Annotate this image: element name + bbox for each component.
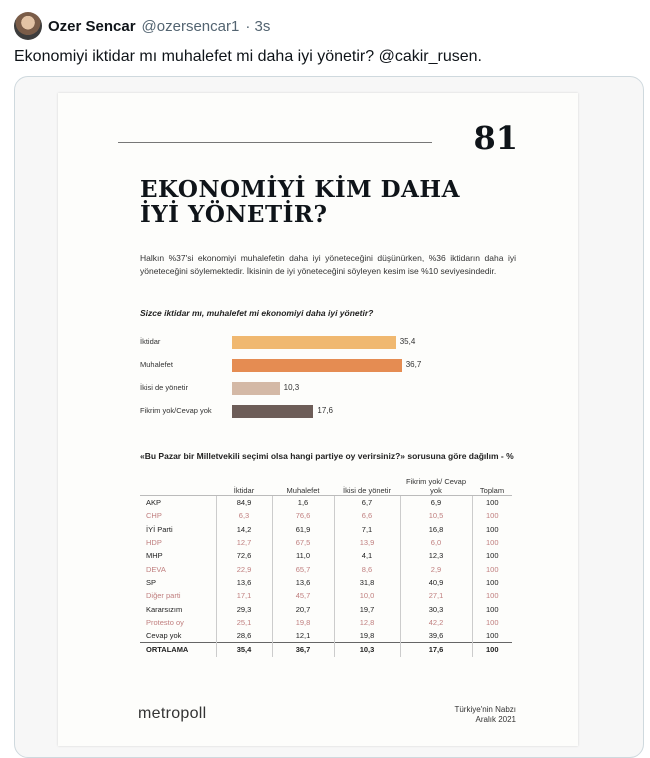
table-header-cell: Muhalefet	[272, 473, 334, 496]
source-line-2: Aralık 2021	[475, 715, 516, 724]
table-header-cell	[140, 473, 216, 496]
table-cell: 39,6	[400, 629, 472, 643]
table-cell: 65,7	[272, 562, 334, 575]
party-name: İYİ Parti	[146, 524, 173, 534]
table-cell: 2,9	[400, 562, 472, 575]
table-cell: 19,7	[334, 602, 400, 615]
table-cell: 100	[472, 602, 512, 615]
table-cell: 76,6	[272, 509, 334, 522]
table-cell: 36,7	[272, 643, 334, 657]
table-cell: 1,6	[272, 496, 334, 510]
table-cell: 100	[472, 589, 512, 602]
table-cell: 10,5	[400, 509, 472, 522]
table-cell: 6,6	[334, 509, 400, 522]
bar-category-label: İkisi de yönetir	[140, 383, 188, 392]
table-row	[140, 549, 512, 562]
table-cell: 25,1	[216, 616, 272, 629]
table-header-cell: İkisi de yönetir	[334, 473, 400, 496]
table-cell: 12,1	[272, 629, 334, 643]
table-row	[140, 509, 512, 522]
table-cell: 19,8	[272, 616, 334, 629]
bar-row	[140, 405, 520, 418]
intro-paragraph: Halkın %37'si ekonomiyi muhalefetin daha iyi yöneteceğini düşünürken, %36 iktidarın daha iyi yöneteceğini söylemektedir. İkisinin de iyi yöneteceğini söyleyen kesim ise %10 seviyesindedir.	[140, 253, 516, 276]
table-cell: 100	[472, 523, 512, 536]
table-cell: 12,7	[216, 536, 272, 549]
table-cell: 17,6	[400, 643, 472, 657]
table-row	[140, 536, 512, 549]
source-note	[454, 705, 516, 725]
table-cell: 19,8	[334, 629, 400, 643]
table-cell: 45,7	[272, 589, 334, 602]
table-cell: 67,5	[272, 536, 334, 549]
bar	[232, 382, 280, 395]
table-row	[140, 523, 512, 536]
table-cell: 35,4	[216, 643, 272, 657]
table-cell: 17,1	[216, 589, 272, 602]
bar-row	[140, 336, 520, 349]
table-cell: 16,8	[400, 523, 472, 536]
party-name: Diğer parti	[146, 591, 181, 601]
table-cell: 10,3	[334, 643, 400, 657]
party-name: HDP	[146, 538, 162, 548]
table-header-row	[140, 473, 512, 496]
table-cell: 27,1	[400, 589, 472, 602]
table-cell: 6,3	[216, 509, 272, 522]
table-row	[140, 602, 512, 615]
table-cell: 4,1	[334, 549, 400, 562]
table-cell: 6,7	[334, 496, 400, 510]
table-cell: 100	[472, 643, 512, 657]
party-name: Cevap yok	[146, 631, 182, 641]
table-row	[140, 496, 512, 510]
table-cell: 20,7	[272, 602, 334, 615]
article-title	[140, 177, 460, 227]
avatar[interactable]	[14, 12, 42, 40]
table-heading: «Bu Pazar bir Milletvekili seçimi olsa hangi partiye oy verirsiniz?» sorusuna göre dağılım - %	[140, 451, 514, 461]
table-cell: 100	[472, 496, 512, 510]
results-table	[140, 473, 512, 657]
bar-row	[140, 382, 520, 395]
table-cell: 11,0	[272, 549, 334, 562]
table-row	[140, 562, 512, 575]
source-line-1: Türkiye'nin Nabzı	[454, 705, 516, 714]
bar-value-label: 36,7	[405, 360, 422, 369]
bar-category-label: Fikrim yok/Cevap yok	[140, 406, 212, 415]
tweet-header	[14, 12, 270, 40]
party-name: CHP	[146, 511, 162, 521]
table-cell: 61,9	[272, 523, 334, 536]
bar	[232, 336, 396, 349]
chart-question: Sizce iktidar mı, muhalefet mi ekonomiyi daha iyi yönetir?	[140, 308, 374, 318]
tweet-time[interactable]: · 3s	[245, 17, 271, 35]
party-name: Protesto oy	[146, 617, 184, 627]
table-cell: 100	[472, 536, 512, 549]
party-name: Kararsızım	[146, 604, 183, 614]
table-cell: 7,1	[334, 523, 400, 536]
title-line-2: İYİ YÖNETİR?	[140, 201, 328, 228]
table-header-cell: İktidar	[216, 473, 272, 496]
table-cell: 100	[472, 576, 512, 589]
table-cell: 72,6	[216, 549, 272, 562]
table-cell: 100	[472, 549, 512, 562]
author-handle[interactable]: @ozersencar1	[141, 17, 240, 35]
table-row	[140, 616, 512, 629]
table-cell: 40,9	[400, 576, 472, 589]
table-header-cell: Toplam	[472, 473, 512, 496]
table-row	[140, 629, 512, 643]
table-cell: 28,6	[216, 629, 272, 643]
table-cell: 31,8	[334, 576, 400, 589]
bar	[232, 359, 402, 372]
table-row	[140, 576, 512, 589]
title-line-1: EKONOMİYİ KİM DAHA	[140, 176, 460, 203]
table-cell: 14,2	[216, 523, 272, 536]
table-cell: 13,6	[272, 576, 334, 589]
table-header-cell: Fikrim yok/ Cevap yok	[400, 473, 472, 496]
bar-category-label: İktidar	[140, 337, 161, 346]
metropoll-logo: metropoll	[138, 705, 207, 722]
bar	[232, 405, 313, 418]
party-name: MHP	[146, 551, 163, 561]
table-cell: 13,9	[334, 536, 400, 549]
table-cell: 10,0	[334, 589, 400, 602]
table-cell: 100	[472, 629, 512, 643]
table-cell: 13,6	[216, 576, 272, 589]
table-cell: 8,6	[334, 562, 400, 575]
bar-row	[140, 359, 520, 372]
table-cell: 30,3	[400, 602, 472, 615]
bar-value-label: 17,6	[317, 406, 333, 415]
table-average-row	[140, 643, 512, 657]
table-cell: 29,3	[216, 602, 272, 615]
author-name[interactable]: Ozer Sencar	[48, 17, 136, 35]
party-name: DEVA	[146, 564, 166, 574]
table-cell: 100	[472, 616, 512, 629]
party-name: ORTALAMA	[140, 643, 216, 657]
table-cell: 6,9	[400, 496, 472, 510]
bar-value-label: 10,3	[283, 383, 300, 392]
bar-value-label: 35,4	[399, 337, 416, 346]
table-cell: 84,9	[216, 496, 272, 510]
table-cell: 42,2	[400, 616, 472, 629]
table-cell: 12,3	[400, 549, 472, 562]
page-number: 81	[473, 119, 518, 157]
table-cell: 100	[472, 562, 512, 575]
table-cell: 22,9	[216, 562, 272, 575]
table-cell: 12,8	[334, 616, 400, 629]
table-row	[140, 589, 512, 602]
tweet-text: Ekonomiyi iktidar mı muhalefet mi daha iyi yönetir? @cakir_rusen.	[14, 48, 482, 65]
table-cell: 100	[472, 509, 512, 522]
party-name: AKP	[146, 498, 162, 508]
table-cell: 6,0	[400, 536, 472, 549]
divider	[118, 142, 432, 143]
scanned-page	[58, 93, 578, 746]
party-name: SP	[146, 577, 157, 587]
bar-category-label: Muhalefet	[140, 360, 173, 369]
